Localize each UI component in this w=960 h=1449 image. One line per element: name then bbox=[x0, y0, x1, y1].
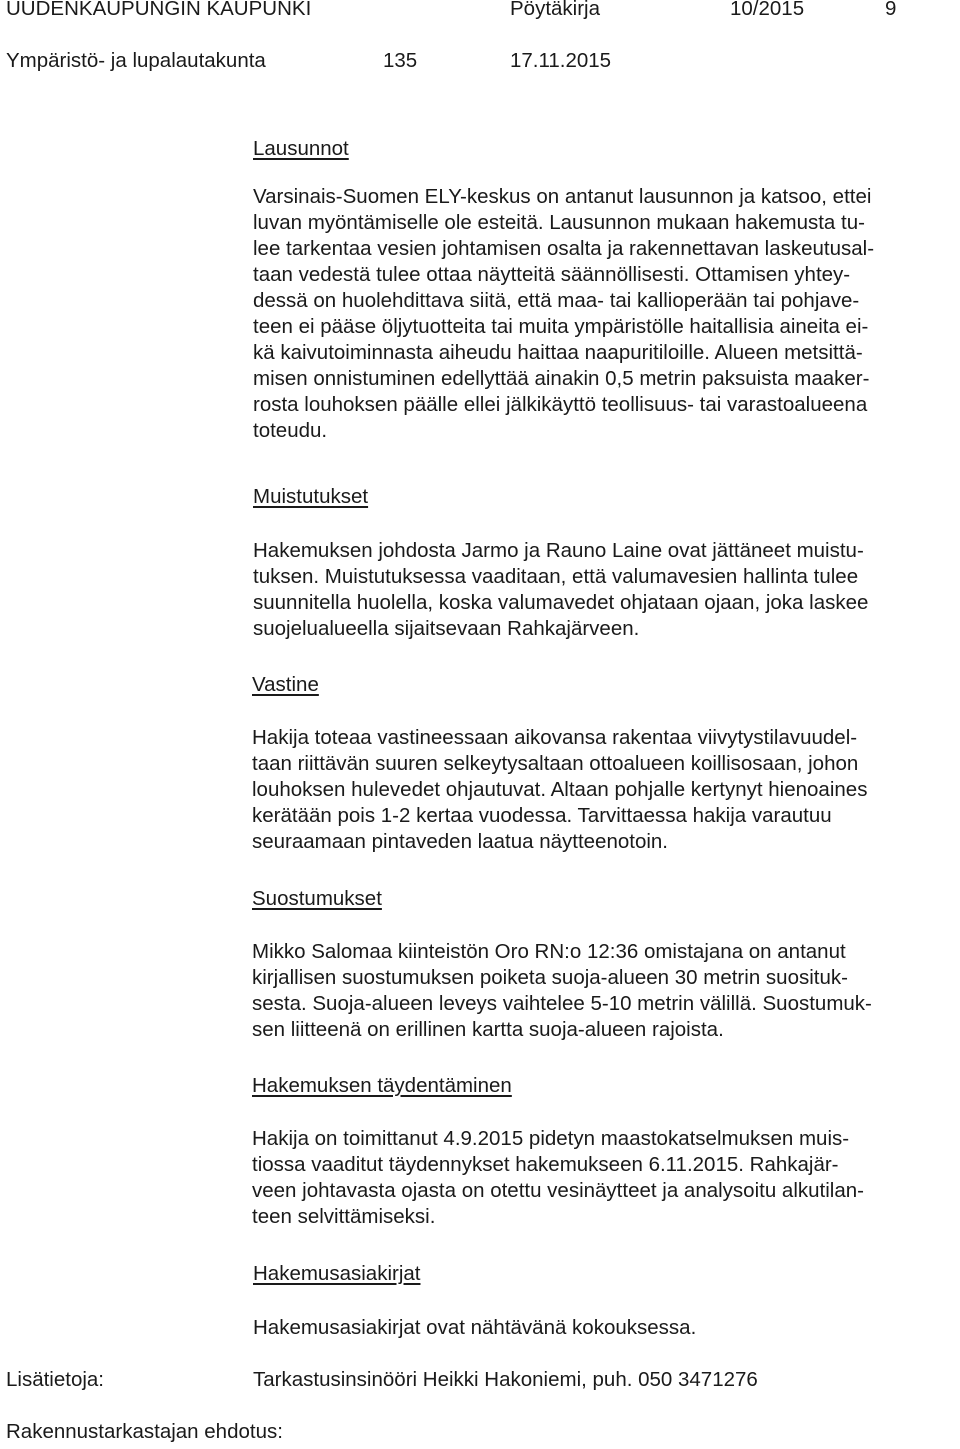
paragraph-line: lee tarkentaa vesien johtamisen osalta ja rakennettavan laskeutusal- bbox=[253, 237, 875, 260]
paragraph-line: seuraamaan pintaveden laatua näytteenotoin. bbox=[252, 830, 669, 853]
paragraph-line: teen selvittämiseksi. bbox=[252, 1205, 436, 1228]
paragraph-line: teen ei pääse öljytuotteita tai muita ympäristölle haitallisia aineita ei- bbox=[253, 315, 869, 338]
paragraph-line: Hakemuksen johdosta Jarmo ja Rauno Laine ovat jättäneet muistu- bbox=[253, 539, 864, 562]
proposal-label: Rakennustarkastajan ehdotus: bbox=[6, 1420, 283, 1443]
paragraph-line: louhoksen hulevedet ohjautuvat. Altaan pohjalle kertynyt hienoaines bbox=[252, 778, 868, 801]
vastine-heading: Vastine bbox=[252, 673, 319, 696]
muistutukset-heading: Muistutukset bbox=[253, 485, 369, 508]
asiakirjat-heading: Hakemusasiakirjat bbox=[253, 1262, 421, 1285]
paragraph-line: Varsinais-Suomen ELY-keskus on antanut lausunnon ja katsoo, ettei bbox=[253, 185, 872, 208]
paragraph-line: toteudu. bbox=[253, 419, 328, 442]
info-label: Lisätietoja: bbox=[6, 1368, 105, 1391]
page-number: 9 bbox=[885, 0, 897, 20]
paragraph-line: tiossa vaaditut täydennykset hakemukseen 6.11.2015. Rahkajär- bbox=[252, 1153, 839, 1176]
committee-name: Ympäristö- ja lupalautakunta bbox=[6, 49, 266, 72]
document-number: 10/2015 bbox=[730, 0, 805, 20]
paragraph-line: kerätään pois 1-2 kertaa vuodessa. Tarvittaessa hakija varautuu bbox=[252, 804, 832, 827]
paragraph-line: sesta. Suoja-alueen leveys vaihtelee 5-10 metrin välillä. Suostumuk- bbox=[252, 992, 872, 1015]
paragraph-line: misen onnistuminen edellyttää ainakin 0,5 metrin paksuista maaker- bbox=[253, 367, 870, 390]
paragraph-line: Hakija on toimittanut 4.9.2015 pidetyn maastokatselmuksen muis- bbox=[252, 1127, 850, 1150]
info-contact: Tarkastusinsinööri Heikki Hakoniemi, puh. 050 3471276 bbox=[253, 1368, 758, 1391]
paragraph-line: rosta louhoksen päälle ellei jälkikäyttö teollisuus- tai varastoalueena bbox=[253, 393, 868, 416]
section-number: 135 bbox=[383, 49, 418, 72]
paragraph-line: taan riittävän suuren selkeytysaltaan ottoalueen koillisosaan, johon bbox=[252, 752, 859, 775]
lausunnot-heading: Lausunnot bbox=[253, 137, 349, 160]
taydentaminen-heading: Hakemuksen täydentäminen bbox=[252, 1074, 512, 1097]
meeting-date: 17.11.2015 bbox=[510, 49, 612, 72]
paragraph-line: tuksen. Muistutuksessa vaaditaan, että valumavesien hallinta tulee bbox=[253, 565, 859, 588]
paragraph-line: luvan myöntämiselle ole esteitä. Lausunnon mukaan hakemusta tu- bbox=[253, 211, 865, 234]
paragraph-line: dessä on huolehdittava siitä, että maa- tai kallioperään tai pohjave- bbox=[253, 289, 860, 312]
paragraph-line: suojelualueella sijaitsevaan Rahkajärveen. bbox=[253, 617, 640, 640]
paragraph-line: Hakija toteaa vastineessaan aikovansa rakentaa viivytystilavuudel- bbox=[252, 726, 858, 749]
paragraph-line: taan vedestä tulee ottaa näytteitä säännöllisesti. Ottamisen yhtey- bbox=[253, 263, 851, 286]
organization-name: UUDENKAUPUNGIN KAUPUNKI bbox=[6, 0, 312, 20]
paragraph-line: veen johtavasta ojasta on otettu vesinäytteet ja analysoitu alkutilan- bbox=[252, 1179, 864, 1202]
suostumukset-heading: Suostumukset bbox=[252, 887, 382, 910]
paragraph-line: suunnitella huolella, koska valumavedet ohjataan ojaan, joka laskee bbox=[253, 591, 869, 614]
paragraph-line: Hakemusasiakirjat ovat nähtävänä kokouksessa. bbox=[253, 1316, 697, 1339]
paragraph-line: Mikko Salomaa kiinteistön Oro RN:o 12:36 omistajana on antanut bbox=[252, 940, 846, 963]
paragraph-line: kä kaivutoiminnasta aiheudu haittaa naapuritiloille. Alueen metsittä- bbox=[253, 341, 863, 364]
paragraph-line: kirjallisen suostumuksen poiketa suoja-alueen 30 metrin suosituk- bbox=[252, 966, 848, 989]
document-type: Pöytäkirja bbox=[510, 0, 601, 20]
paragraph-line: sen liitteenä on erillinen kartta suoja-alueen rajoista. bbox=[252, 1018, 724, 1041]
